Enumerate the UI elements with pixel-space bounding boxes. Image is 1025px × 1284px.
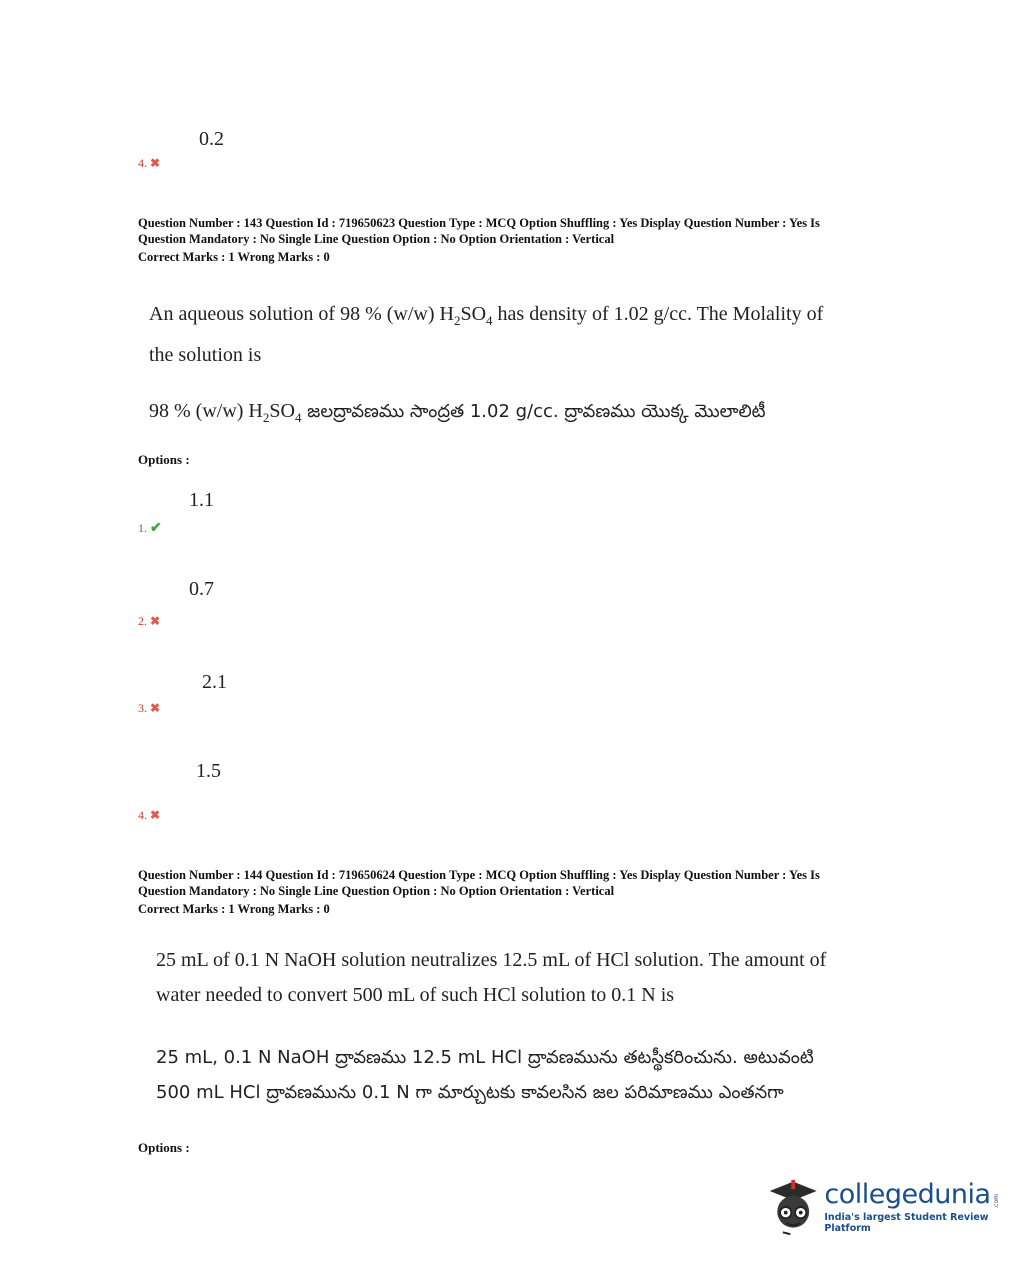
marks-line: Correct Marks : 1 Wrong Marks : 0 (138, 250, 330, 264)
option-4-value: 1.5 (196, 760, 221, 782)
prev-option-number (138, 156, 160, 171)
question-meta-143 (138, 215, 898, 265)
meta-line: Question Number : 144 Question Id : 719650624 Question Type : MCQ Option Shuffling : Yes Display Question Number : Yes Is (138, 868, 820, 882)
question-meta-144 (138, 867, 898, 917)
question-line: 25 mL, 0.1 N NaOH ద్రావణము 12.5 mL HCl ద్రావణమును తటస్థీకరించును. అటువంటి (156, 1047, 814, 1068)
correct-check-icon: ✔ (150, 521, 162, 536)
meta-line: Question Mandatory : No Single Line Question Option : No Option Orientation : Vertical (138, 884, 615, 898)
option-1-value: 1.1 (189, 489, 214, 511)
question-text-telugu-143: 98 % (w/w) $H_2SO_4$ జలద్రావణము సాంద్రత 1.02 g/cc. ద్రావణము యొక్క మొలాలిటీ (149, 400, 766, 425)
option-2-value: 0.7 (189, 578, 214, 600)
question-line: the solution is (149, 344, 262, 366)
option-4-number (138, 808, 160, 823)
option-3-value: 2.1 (202, 671, 227, 693)
wrong-icon: ✖ (150, 614, 161, 628)
logo-suffix: .com (992, 1193, 1000, 1209)
wrong-icon: ✖ (150, 808, 161, 822)
question-text-english-143 (149, 297, 869, 373)
question-line: 25 mL of 0.1 N NaOH solution neutralizes 12.5 mL of HCl solution. The amount of (156, 949, 827, 971)
question-line: water needed to convert 500 mL of such HCl solution to 0.1 N is (156, 984, 675, 1006)
option-number: 4. (138, 156, 147, 170)
option-number: 3. (138, 701, 147, 715)
option-1-number (138, 520, 162, 537)
collegedunia-logo (766, 1176, 1025, 1238)
logo-name: collegedunia (824, 1178, 991, 1210)
wrong-icon: ✖ (150, 701, 161, 715)
option-number: 4. (138, 808, 147, 822)
prev-option-value: 0.2 (199, 128, 224, 150)
option-3-number (138, 701, 160, 716)
meta-line: Question Mandatory : No Single Line Question Option : No Option Orientation : Vertical (138, 232, 615, 246)
meta-line: Question Number : 143 Question Id : 719650623 Question Type : MCQ Option Shuffling : Yes Display Question Number : Yes Is (138, 216, 820, 230)
option-number: 2. (138, 614, 147, 628)
option-number: 1. (138, 521, 147, 535)
options-label: Options : (138, 452, 190, 467)
question-line: An aqueous solution of 98 % (w/w) $H_2SO_4$ has density of 1.02 g/cc. The Molality of (149, 303, 824, 328)
wrong-icon: ✖ (150, 156, 161, 170)
options-label: Options : (138, 1140, 190, 1155)
question-text-english-144 (156, 943, 876, 1013)
question-text-telugu-144 (156, 1040, 876, 1110)
marks-line: Correct Marks : 1 Wrong Marks : 0 (138, 902, 330, 916)
question-line: 500 mL HCl ద్రావణమును 0.1 N గా మార్చుటకు కావలసిన జల పరిమాణము ఎంతనగా (156, 1082, 784, 1103)
option-2-number (138, 614, 160, 629)
mascot-icon (766, 1176, 820, 1238)
logo-text-block (824, 1178, 1025, 1234)
logo-tagline: India's largest Student Review Platform (824, 1211, 989, 1234)
